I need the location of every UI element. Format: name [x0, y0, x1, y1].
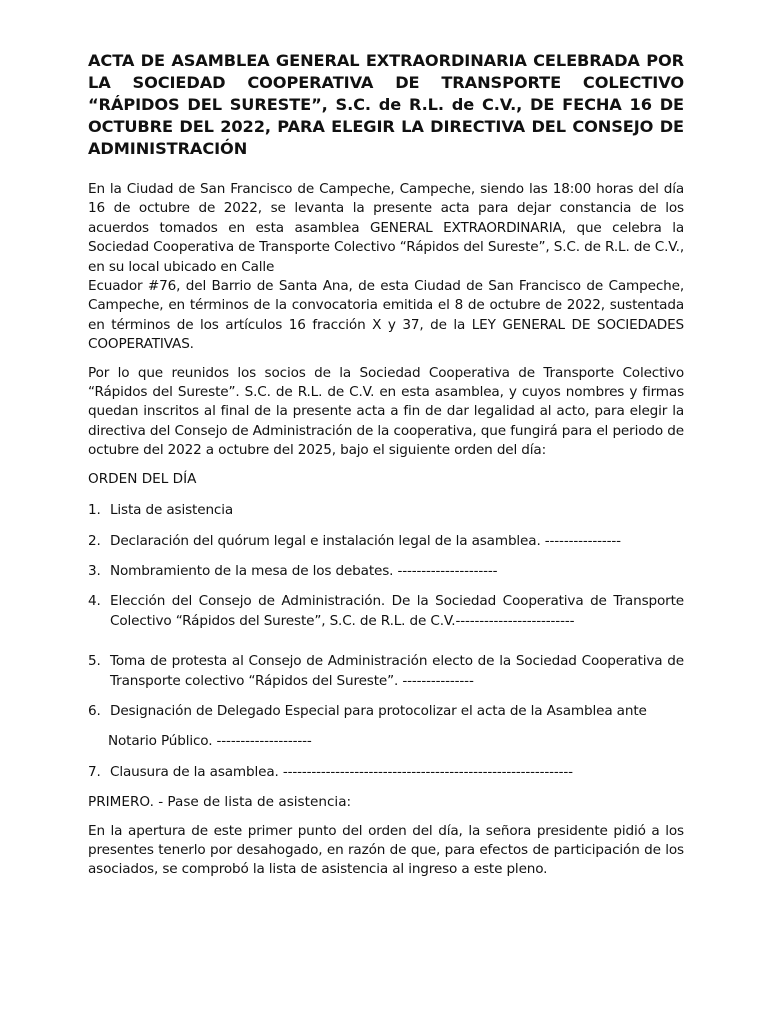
- agenda-item-4: [88, 592, 684, 631]
- agenda-list: [88, 501, 684, 721]
- agenda-item-text: Declaración del quórum legal e instalación legal de la asamblea. ----------------: [110, 532, 621, 549]
- agenda-item-number: 1.: [88, 502, 101, 519]
- attendance-paragraph: En la apertura de este primer punto del orden del día, la señora presidente pidió a los presentes tenerlo por desahogado, en razón de que, para efectos de participación de los asociados, se comprobó la lista de asistencia al ingreso a este pleno.: [88, 822, 684, 878]
- agenda-item-number: 7.: [88, 763, 101, 780]
- section-first-heading: PRIMERO. - Pase de lista de asistencia:: [88, 794, 352, 811]
- intro-paragraph: [88, 180, 684, 355]
- agenda-heading: ORDEN DEL DÍA: [88, 470, 197, 487]
- agenda-item-text: Elección del Consejo de Administración. De la Sociedad Cooperativa de Transporte Colectivo “Rápidos del Sureste”, S.C. de R.L. de C.V.-------------------------: [110, 593, 684, 629]
- agenda-item-text: Nombramiento de la mesa de los debates. ---------------------: [110, 562, 498, 579]
- document-title: ACTA DE ASAMBLEA GENERAL EXTRAORDINARIA CELEBRADA POR LA SOCIEDAD COOPERATIVA DE TRANSPORTE COLECTIVO “RÁPIDOS DEL SURESTE”, S.C. de R.L. de C.V., DE FECHA 16 DE OCTUBRE DEL 2022, PARA ELEGIR LA DIRECTIVA DEL CONSEJO DE ADMINISTRACIÓN: [88, 51, 684, 158]
- members-paragraph: Por lo que reunidos los socios de la Sociedad Cooperativa de Transporte Colectivo “Rápidos del Sureste”. S.C. de R.L. de C.V. en esta asamblea, y cuyos nombres y firmas quedan inscritos al final de la presente acta a fin de dar legalidad al acto, para elegir la directiva del Consejo de Administración de la cooperativa, que fungirá para el periodo de octubre del 2022 a octubre del 2025, bajo el siguiente orden del día:: [88, 364, 684, 459]
- agenda-item-5: [88, 652, 684, 691]
- intro-paragraph-part1: En la Ciudad de San Francisco de Campeche, Campeche, siendo las 18:00 horas del día 16 de octubre de 2022, se levanta la presente acta para dejar constancia de los acuerdos tomados en esta asamblea GENERAL EXTRAORDINARIA, que celebra la Sociedad Cooperativa de Transporte Colectivo “Rápidos del Sureste”, S.C. de R.L. de C.V., en su local ubicado en Calle: [88, 181, 684, 275]
- agenda-item-6-continuation: Notario Público. --------------------: [108, 733, 312, 750]
- agenda-item-number: 6.: [88, 702, 101, 719]
- agenda-item-2: [88, 532, 684, 551]
- agenda-item-number: 2.: [88, 532, 101, 549]
- agenda-item-text: Lista de asistencia: [110, 502, 234, 519]
- agenda-item-1: [88, 501, 684, 520]
- intro-paragraph-part2: Ecuador #76, del Barrio de Santa Ana, de esta Ciudad de San Francisco de Campeche, Campeche, en términos de la convocatoria emitida el 8 de octubre de 2022, sustentada en términos de los artículos 16 fracción X y 37, de la LEY GENERAL DE SOCIEDADES COOPERATIVAS.: [88, 278, 684, 353]
- agenda-item-text: Toma de protesta al Consejo de Administración electo de la Sociedad Cooperativa de Transporte colectivo “Rápidos del Sureste”. ---------------: [110, 653, 684, 689]
- agenda-list-end: [88, 763, 684, 782]
- agenda-item-3: [88, 562, 684, 581]
- agenda-item-number: 5.: [88, 653, 101, 670]
- agenda-item-text: Designación de Delegado Especial para protocolizar el acta de la Asamblea ante: [110, 702, 647, 719]
- agenda-item-6: [88, 702, 684, 721]
- agenda-item-number: 4.: [88, 593, 101, 610]
- agenda-item-text: Clausura de la asamblea. -------------------------------------------------------------: [110, 763, 573, 780]
- agenda-item-number: 3.: [88, 562, 101, 579]
- agenda-item-7: [88, 763, 684, 782]
